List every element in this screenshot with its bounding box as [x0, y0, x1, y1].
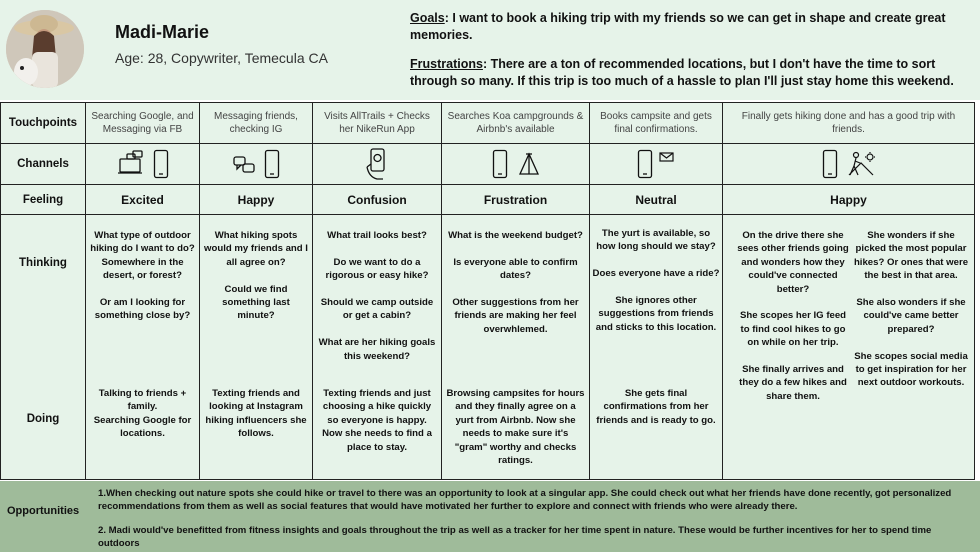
row-label-feeling: Feeling: [0, 184, 86, 215]
avatar: [6, 10, 84, 88]
phone-icon: [492, 149, 508, 179]
row-label-opportunities: Opportunities: [7, 505, 80, 517]
persona-header: [0, 0, 980, 100]
doing-stage-1: Talking to friends + family. Searching Google for locations.: [93, 388, 192, 440]
persona-name: Madi-Marie: [115, 22, 210, 42]
envelope-icon: [659, 151, 675, 177]
phone-icon: [822, 149, 838, 179]
phone-icon: [264, 149, 280, 179]
journey-map-grid: [0, 102, 980, 480]
thinking-stage-4: What is the weekend budget? Is everyone able to confirm dates? Other suggestions from her friends are making her feel overwhlemed.: [448, 230, 583, 335]
doing-stage-2: Texting friends and looking at Instagram hiking influencers she follows.: [205, 388, 307, 440]
thinking-doing-stage-4: [441, 214, 590, 480]
row-label-thinking: Thinking: [19, 257, 67, 269]
feeling-stage-5: Neutral: [589, 184, 723, 215]
touchpoint-stage-1: Searching Google, and Messaging via FB: [85, 102, 200, 144]
touchpoint-stage-2: Messaging friends, checking IG: [199, 102, 313, 144]
thinking-stage-1: What type of outdoor hiking do I want to do? Somewhere in the desert, or forest? Or am I looking for something close by?: [90, 230, 195, 322]
opportunities-text: [98, 488, 974, 550]
persona-details: Age: 28, Copywriter, Temecula CA: [115, 50, 328, 66]
touchpoint-stage-3: Visits AllTrails + Checks her NikeRun App: [312, 102, 442, 144]
feeling-stage-6: Happy: [722, 184, 975, 215]
chat-bubbles-icon: [232, 151, 258, 177]
feeling-stage-2: Happy: [199, 184, 313, 215]
thinking-stage-3: What trail looks best? Do we want to do a rigorous or easy hike? Should we camp outside or get a cabin? What are her hiking goals this weekend?: [318, 230, 436, 362]
row-label-doing: Doing: [26, 413, 60, 425]
channels-stage-5: [589, 143, 723, 185]
row-label-thinking-doing: [0, 214, 86, 480]
feeling-stage-4: Frustration: [441, 184, 590, 215]
row-label-touchpoints: Touchpoints: [0, 102, 86, 144]
thinking-stage-6-left: On the drive there she sees other friends going and wonders how they could've connected better? She scopes her IG feed to find cool hikes to go on while on her trip. She finally arrives and they do a few hikes and share them.: [737, 230, 849, 402]
thinking-doing-stage-6: [722, 214, 975, 480]
thinking-doing-stage-5: [589, 214, 723, 480]
thinking-stage-2: What hiking spots would my friends and I all agree on? Could we find something last minute?: [204, 230, 308, 322]
doing-stage-3: Texting friends and just choosing a hike quickly so everyone is happy. Now she needs to find a place to stay.: [322, 388, 432, 453]
touchpoint-stage-4: Searches Koa campgrounds & Airbnb's available: [441, 102, 590, 144]
channels-stage-2: [199, 143, 313, 185]
thinking-doing-stage-2: [199, 214, 313, 480]
opportunity-2: 2. Madi would've benefitted from fitness insights and goals throughout the trip as well as a tracker for her time spent in nature. These would be further incentives for her to spend time outdoors: [98, 525, 932, 549]
thinking-stage-6-right: She wonders if she picked the most popular hikes? Or ones that were the best in that area. She also wonders if she could've came better prepared? She scopes social media to get inspiration for her next outdoor workouts.: [853, 230, 969, 389]
tent-icon: [518, 151, 540, 177]
thinking-doing-stage-1: [85, 214, 200, 480]
frustrations-label: Frustrations: [410, 57, 483, 71]
goals-text: : I want to book a hiking trip with my friends so we can get in shape and create great memories.: [410, 11, 946, 42]
channels-stage-4: [441, 143, 590, 185]
laptop-chat-icon: [117, 149, 147, 179]
channels-stage-3: [312, 143, 442, 185]
frustrations-text: : There are a ton of recommended locations, but I don't have the time to sort through so many. If this trip is too much of a hassle to plan I'll just stay home this weekend.: [410, 57, 954, 88]
hiker-icon: [846, 151, 876, 177]
persona-frustrations: [410, 56, 970, 90]
feeling-stage-1: Excited: [85, 184, 200, 215]
channels-stage-1: [85, 143, 200, 185]
phone-icon: [153, 149, 169, 179]
touchpoint-stage-5: Books campsite and gets final confirmations.: [589, 102, 723, 144]
row-label-channels: Channels: [0, 143, 86, 185]
goals-label: Goals: [410, 11, 445, 25]
doing-stage-4: Browsing campsites for hours and they finally agree on a yurt from Airbnb. Now she needs to make sure it's "gram" worthy and checks ratings.: [446, 388, 585, 467]
opportunity-1: 1.When checking out nature spots she could hike or travel to there was an opportunity to look at a singular app. She could check out what her friends have done recently, got personalized recommendations from them as well as social features that would have motivated her further to explore and connect with friends who were already there.: [98, 488, 952, 512]
hand-phone-icon: [363, 147, 391, 181]
opportunities-band: [0, 481, 980, 552]
doing-stage-5: She gets final confirmations from her friends and is ready to go.: [596, 388, 716, 426]
touchpoint-stage-6: Finally gets hiking done and has a good trip with friends.: [722, 102, 975, 144]
thinking-stage-5: The yurt is available, so how long should we stay? Does everyone have a ride? She ignores other suggestions from friends and sticks to this location.: [592, 228, 720, 333]
persona-goals: [410, 10, 970, 44]
thinking-doing-stage-3: [312, 214, 442, 480]
channels-stage-6: [722, 143, 975, 185]
phone-icon: [637, 149, 653, 179]
feeling-stage-3: Confusion: [312, 184, 442, 215]
